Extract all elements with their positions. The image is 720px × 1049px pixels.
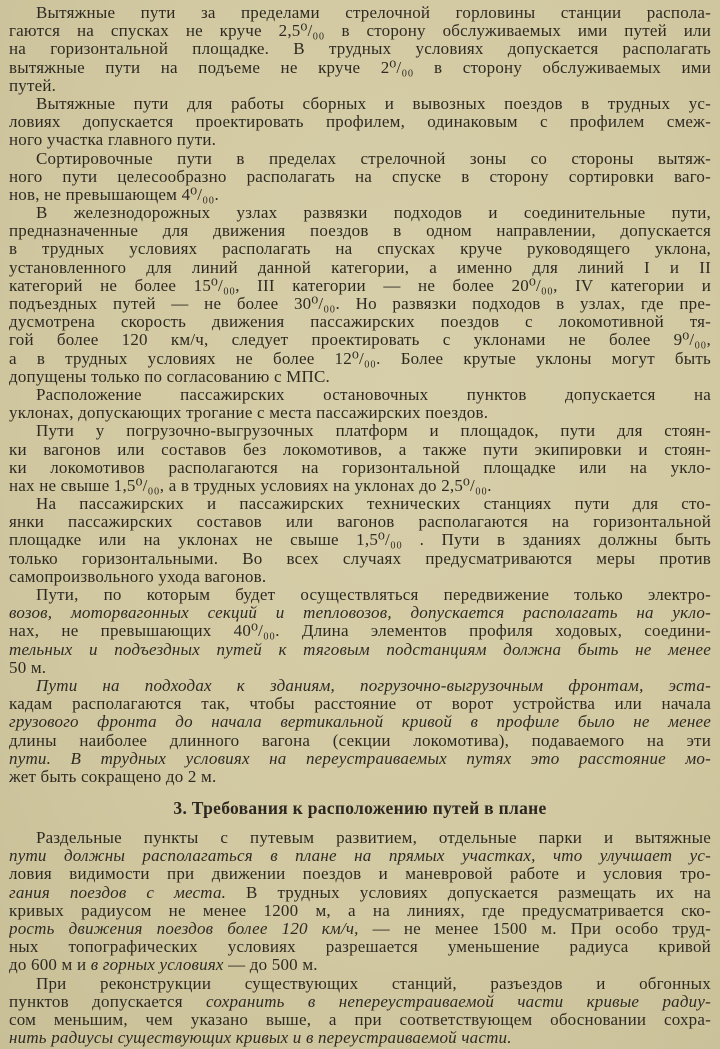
text-line <box>9 77 711 95</box>
italic-text-segment: гания поездов с места. <box>9 883 227 902</box>
text-segment: сом меньшим, чем указано выше, а при соответствующем обосновании сохра- <box>9 1010 711 1029</box>
text-segment: в трудных условиях располагать на спусках круче руководящего уклона, <box>9 240 711 259</box>
text-segment: кривых радиусом не менее 1200 м, а на линиях, где предусматривается ско- <box>9 901 711 920</box>
text-line <box>9 259 711 277</box>
text-line <box>9 659 711 677</box>
text-segment: гаются на спусках не круче 2,5⁰/₀₀ в сторону обслуживаемых ими путей или <box>9 22 711 41</box>
text-line <box>9 4 711 22</box>
italic-text-segment: возов, моторвагонных секций и тепловозов, допускается располагать на укло- <box>9 604 711 623</box>
text-segment: нах не свыше 1,5⁰/₀₀, а в трудных условиях на уклонах до 2,5⁰/₀₀. <box>9 476 492 495</box>
text-line <box>9 240 711 258</box>
text-segment: путей. <box>9 76 57 95</box>
italic-text-segment: тельных и подъездных путей к тяговым подстанциям должна быть не менее <box>9 640 711 659</box>
text-line <box>9 150 711 168</box>
text-segment: жет быть сокращено до 2 м. <box>9 767 217 786</box>
text-line <box>9 568 711 586</box>
text-segment: 50 м. <box>9 658 47 677</box>
text-line <box>9 113 711 131</box>
text-line <box>9 993 711 1011</box>
text-segment: только горизонтальными. Во всех случаях предусматриваются меры против <box>9 549 711 568</box>
text-line <box>9 95 711 113</box>
text-line <box>9 386 711 404</box>
text-segment: ловия видимости при движении поездов и маневровой работе и условия тро- <box>9 865 711 884</box>
section-heading: 3. Требования к расположению путей в плане <box>173 798 547 819</box>
text-segment: дусмотрена скорость движения пассажирских поездов с локомотивной тя- <box>9 313 711 332</box>
text-line <box>9 865 711 883</box>
text-segment: длины наиболее длинного вагона (секции локомотива), подаваемого на эти <box>9 731 711 750</box>
italic-text-segment: пути должны располагаться в плане на прямых участках, что улучшает ус- <box>9 847 711 866</box>
text-segment: На пассажирских и пассажирских технических станциях пути для сто- <box>36 495 711 514</box>
text-line <box>9 550 711 568</box>
text-line <box>9 350 711 368</box>
text-segment: В железнодорожных узлах развязки подходов и соединительные пути, <box>36 204 711 223</box>
paragraph <box>9 829 711 975</box>
text-line <box>9 641 711 659</box>
text-line <box>9 1029 711 1047</box>
text-segment: пунктов допускается <box>9 992 207 1011</box>
paragraph <box>9 386 711 422</box>
text-line <box>9 829 711 847</box>
text-segment: площадке или на уклонах не свыше 1,5⁰/₀₀ . Пути в зданиях должны быть <box>9 531 711 550</box>
text-line <box>9 313 711 331</box>
italic-text-segment: рость движения поездов более 120 км/ч, <box>9 920 359 938</box>
text-line <box>9 604 711 622</box>
text-line <box>9 168 711 186</box>
text-segment: гой более 120 км/ч, следует проектировать с уклонами не более 9⁰/₀₀, <box>9 331 711 350</box>
text-line <box>9 1011 711 1029</box>
text-line <box>9 204 711 222</box>
text-line <box>9 768 711 786</box>
text-line <box>9 677 711 695</box>
text-segment: Пути у погрузочно-выгрузочных платформ и площадок, пути для стоян- <box>36 422 711 441</box>
italic-text-segment: Пути на подходах к зданиям, погрузочно-выгрузочным фронтам, эста- <box>36 676 711 695</box>
text-line <box>9 59 711 77</box>
text-line <box>9 22 711 40</box>
text-line <box>9 956 711 974</box>
text-segment: а в трудных условиях не более 12⁰/₀₀. Более крутые уклоны могут быть <box>9 349 711 368</box>
italic-text-segment: нить радиусы существующих кривых и в переустраиваемой части. <box>9 1029 512 1048</box>
text-line <box>9 884 711 902</box>
italic-text-segment: пути. В трудных условиях на переустраиваемых путях это расстояние мо- <box>9 749 711 768</box>
text-segment: ки вагонов или составов без локомотивов, а также пути экипировки и стоян- <box>9 440 711 459</box>
text-segment: установленного для линий данной категории, а именно для линий I и II <box>9 258 711 277</box>
text-segment: допущены только по согласованию с МПС. <box>9 367 330 386</box>
paragraph <box>9 975 711 1048</box>
text-line <box>9 622 711 640</box>
text-line <box>9 441 711 459</box>
paragraph <box>9 677 711 786</box>
text-segment: Пути, по которым будет осуществляться передвижение только электро- <box>36 586 711 604</box>
text-segment: нов, не превышающем 4⁰/₀₀. <box>9 185 219 204</box>
text-line <box>9 975 711 993</box>
text-segment: При реконструкции существующих станций, разъездов и обгонных <box>36 974 711 993</box>
text-line <box>9 531 711 549</box>
text-line <box>9 368 711 386</box>
text-line <box>9 222 711 240</box>
text-segment: нах, не превышающих 40⁰/₀₀. Длина элементов профиля ходовых, соедини- <box>9 622 711 641</box>
text-line <box>9 695 711 713</box>
text-line <box>9 422 711 440</box>
text-segment: подъездных путей — не более 30⁰/₀₀. Но развязки подходов в узлах, где пре- <box>9 295 711 313</box>
paragraph <box>9 4 711 95</box>
text-segment: ных топографических условиях разрешается уменьшение радиуса кривой <box>9 938 711 957</box>
text-segment: Расположение пассажирских остановочных пунктов допускается на <box>36 385 711 404</box>
italic-text-segment: грузового фронта до начала вертикальной кривой в профиле было не менее <box>9 713 711 732</box>
text-line <box>9 732 711 750</box>
paragraph <box>9 586 711 677</box>
paragraph <box>9 150 711 205</box>
text-segment: В трудных условиях допускается размещать их на <box>226 883 711 902</box>
text-line <box>9 938 711 956</box>
text-segment: категорий не более 15⁰/₀₀, III категории — не более 20⁰/₀₀, IV категории и <box>9 276 711 295</box>
text-line <box>9 902 711 920</box>
text-line <box>9 586 711 604</box>
text-line <box>9 750 711 768</box>
text-line <box>9 847 711 865</box>
text-line <box>9 331 711 349</box>
text-segment: — до 500 м. <box>223 956 318 975</box>
text-segment: ки локомотивов располагаются на горизонтальной площадке или на укло- <box>9 458 711 477</box>
text-line <box>9 404 711 422</box>
text-segment: предназначенные для движения поездов в одном направлении, допускается <box>9 222 711 241</box>
text-segment: ного пути целесообразно располагать на спуске в сторону сортировки ваго- <box>9 167 711 186</box>
italic-text-segment: сохранить в непереустраиваемой части кривые радиу- <box>206 992 711 1011</box>
text-segment: кадам располагаются так, чтобы расстояние от ворот устройства или начала <box>9 695 711 714</box>
paragraph <box>9 422 711 495</box>
italic-text-segment: в горных условиях <box>90 956 224 975</box>
text-line <box>9 186 711 204</box>
text-line <box>9 713 711 731</box>
text-line <box>9 277 711 295</box>
text-line <box>9 459 711 477</box>
text-line <box>9 513 711 531</box>
text-segment: Вытяжные пути за пределами стрелочной горловины станции распола- <box>36 4 711 22</box>
text-segment: ного участка главного пути. <box>9 131 217 150</box>
paragraph <box>9 95 711 150</box>
text-line <box>9 131 711 149</box>
text-block <box>9 4 711 1047</box>
text-segment: до 600 м и <box>9 956 91 975</box>
text-segment: самопроизвольного ухода вагонов. <box>9 567 267 586</box>
text-line <box>9 477 711 495</box>
text-segment: Вытяжные пути для работы сборных и вывозных поездов в трудных ус- <box>36 94 711 113</box>
text-line <box>9 495 711 513</box>
text-segment: уклонах, допускающих трогание с места пассажирских поездов. <box>9 404 489 423</box>
text-line <box>9 40 711 58</box>
text-segment: вытяжные пути на подъеме не круче 2⁰/₀₀ в сторону обслуживаемых ими <box>9 58 711 77</box>
text-line <box>9 295 711 313</box>
text-segment: ловиях допускается проектировать профилем, одинаковым с профилем смеж- <box>9 113 711 132</box>
text-segment: Сортировочные пути в пределах стрелочной зоны со стороны вытяж- <box>36 149 711 168</box>
paragraph <box>9 495 711 586</box>
text-segment: янки пассажирских составов или вагонов располагаются на горизонтальной <box>9 513 711 532</box>
paragraph <box>9 204 711 386</box>
text-segment: Раздельные пункты с путевым развитием, отдельные парки и вытяжные <box>36 829 711 848</box>
text-line <box>9 920 711 938</box>
text-segment: — не менее 1500 м. При особо труд- <box>358 920 711 938</box>
text-segment: на горизонтальной площадке. В трудных условиях допускается располагать <box>9 40 711 59</box>
